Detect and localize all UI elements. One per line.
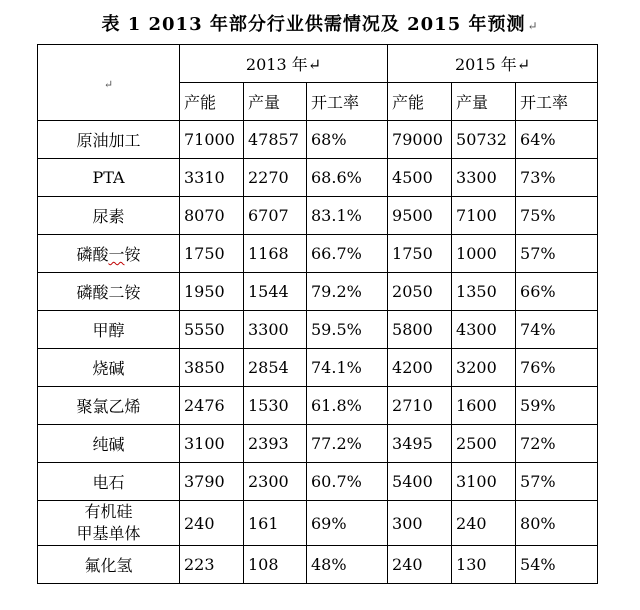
value-cell: 3200	[452, 349, 516, 387]
value-cell: 60.7%	[307, 463, 388, 501]
row-name: 磷酸二铵	[76, 283, 141, 302]
column-header: 产量	[244, 83, 307, 121]
value-cell: 5550	[180, 311, 244, 349]
value-cell: 2854	[244, 349, 307, 387]
value-cell: 1350	[452, 273, 516, 311]
value-cell: 240	[452, 501, 516, 546]
value-cell: 2270	[244, 159, 307, 197]
row-name: 原油加工	[76, 131, 141, 150]
value-cell: 79000	[388, 121, 452, 159]
value-cell: 71000	[180, 121, 244, 159]
table-row	[38, 311, 598, 349]
value-cell: 57%	[516, 463, 598, 501]
row-name-cell	[38, 235, 180, 273]
row-name: 纯碱	[92, 435, 125, 454]
value-cell: 69%	[307, 501, 388, 546]
value-cell: 66.7%	[307, 235, 388, 273]
row-name-cell	[38, 501, 180, 546]
row-name: 甲醇	[92, 321, 125, 340]
value-cell: 7100	[452, 197, 516, 235]
value-cell: 5800	[388, 311, 452, 349]
column-header: 产能	[180, 83, 244, 121]
value-cell: 1530	[244, 387, 307, 425]
row-name-cell	[38, 546, 180, 584]
column-header: 产量	[452, 83, 516, 121]
value-cell: 59%	[516, 387, 598, 425]
row-name-cell	[38, 197, 180, 235]
value-cell: 8070	[180, 197, 244, 235]
table-row	[38, 349, 598, 387]
year-header-2013	[180, 45, 388, 83]
value-cell: 1750	[180, 235, 244, 273]
value-cell: 3100	[180, 425, 244, 463]
value-cell: 223	[180, 546, 244, 584]
row-name: 有机硅 甲基单体	[76, 502, 141, 543]
row-name: 磷酸一铵	[76, 245, 141, 264]
row-name-cell	[38, 425, 180, 463]
table-title-text: 表 1 2013 年部分行业供需情况及 2015 年预测	[101, 14, 526, 35]
table-title	[0, 10, 640, 36]
table-row	[38, 546, 598, 584]
value-cell: 4300	[452, 311, 516, 349]
value-cell: 240	[388, 546, 452, 584]
row-name-cell	[38, 463, 180, 501]
row-name-cell	[38, 387, 180, 425]
value-cell: 47857	[244, 121, 307, 159]
value-cell: 6707	[244, 197, 307, 235]
row-name-cell	[38, 121, 180, 159]
value-cell: 3300	[452, 159, 516, 197]
value-cell: 108	[244, 546, 307, 584]
value-cell: 54%	[516, 546, 598, 584]
row-name-cell	[38, 273, 180, 311]
value-cell: 75%	[516, 197, 598, 235]
value-cell: 3100	[452, 463, 516, 501]
value-cell: 240	[180, 501, 244, 546]
value-cell: 3495	[388, 425, 452, 463]
value-cell: 2050	[388, 273, 452, 311]
table-row	[38, 425, 598, 463]
row-name-cell	[38, 159, 180, 197]
table-row	[38, 197, 598, 235]
table-row	[38, 463, 598, 501]
row-name-cell	[38, 311, 180, 349]
value-cell: 74.1%	[307, 349, 388, 387]
value-cell: 2476	[180, 387, 244, 425]
value-cell: 2300	[244, 463, 307, 501]
value-cell: 1000	[452, 235, 516, 273]
table-row	[38, 501, 598, 546]
value-cell: 4500	[388, 159, 452, 197]
value-cell: 76%	[516, 349, 598, 387]
row-name: PTA	[92, 168, 125, 187]
value-cell: 1950	[180, 273, 244, 311]
row-name: 氟化氢	[84, 556, 133, 575]
value-cell: 3300	[244, 311, 307, 349]
table-row	[38, 121, 598, 159]
value-cell: 68%	[307, 121, 388, 159]
value-cell: 1168	[244, 235, 307, 273]
row-name: 烧碱	[92, 359, 125, 378]
value-cell: 161	[244, 501, 307, 546]
table-row	[38, 159, 598, 197]
value-cell: 73%	[516, 159, 598, 197]
value-cell: 79.2%	[307, 273, 388, 311]
value-cell: 300	[388, 501, 452, 546]
value-cell: 48%	[307, 546, 388, 584]
value-cell: 1750	[388, 235, 452, 273]
value-cell: 50732	[452, 121, 516, 159]
paragraph-mark-icon: ↵	[103, 78, 114, 91]
value-cell: 57%	[516, 235, 598, 273]
paragraph-mark-icon: ↵	[516, 55, 531, 74]
value-cell: 3310	[180, 159, 244, 197]
value-cell: 74%	[516, 311, 598, 349]
value-cell: 1544	[244, 273, 307, 311]
value-cell: 77.2%	[307, 425, 388, 463]
header-corner-cell	[38, 45, 180, 121]
value-cell: 83.1%	[307, 197, 388, 235]
value-cell: 2393	[244, 425, 307, 463]
year-2013-label: 2013 年	[245, 55, 308, 74]
value-cell: 59.5%	[307, 311, 388, 349]
value-cell: 61.8%	[307, 387, 388, 425]
column-header: 开工率	[307, 83, 388, 121]
table-row	[38, 235, 598, 273]
spellcheck-underline: 一	[108, 245, 125, 264]
value-cell: 72%	[516, 425, 598, 463]
row-name: 聚氯乙烯	[76, 397, 141, 416]
value-cell: 2710	[388, 387, 452, 425]
value-cell: 1600	[452, 387, 516, 425]
table-row	[38, 387, 598, 425]
value-cell: 80%	[516, 501, 598, 546]
value-cell: 68.6%	[307, 159, 388, 197]
year-header-2015	[388, 45, 598, 83]
column-header: 产能	[388, 83, 452, 121]
value-cell: 5400	[388, 463, 452, 501]
table-row	[38, 273, 598, 311]
value-cell: 9500	[388, 197, 452, 235]
value-cell: 64%	[516, 121, 598, 159]
header-row-years	[38, 45, 598, 83]
value-cell: 130	[452, 546, 516, 584]
value-cell: 66%	[516, 273, 598, 311]
supply-demand-table	[37, 44, 598, 584]
row-name: 尿素	[92, 207, 125, 226]
row-name-cell	[38, 349, 180, 387]
value-cell: 3790	[180, 463, 244, 501]
row-name: 电石	[92, 473, 125, 492]
column-header: 开工率	[516, 83, 598, 121]
paragraph-mark-icon: ↵	[527, 19, 539, 33]
paragraph-mark-icon: ↵	[307, 55, 322, 74]
value-cell: 4200	[388, 349, 452, 387]
year-2015-label: 2015 年	[454, 55, 517, 74]
value-cell: 2500	[452, 425, 516, 463]
value-cell: 3850	[180, 349, 244, 387]
